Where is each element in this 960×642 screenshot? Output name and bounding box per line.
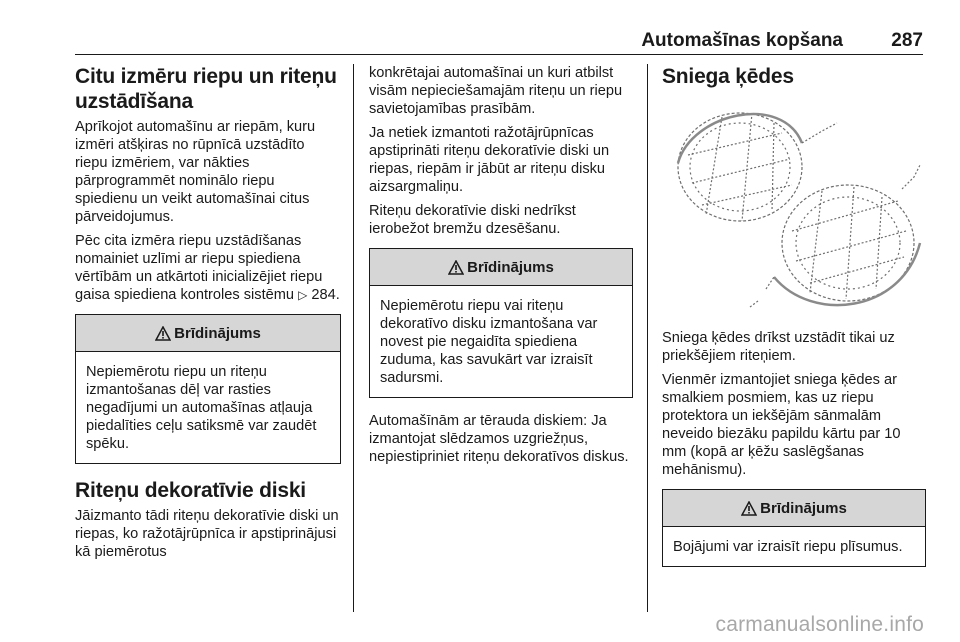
heading-tyre-sizes: Citu izmēru riepu un riteņu uzstādīšana (75, 65, 337, 113)
warning-header (76, 315, 340, 352)
paragraph: Jāizmanto tādi riteņu dekoratīvie diski un riepas, ko ražotājrūpnīca ir apstiprinājusi kā piemērotus (75, 508, 339, 560)
column-divider (353, 64, 354, 612)
column-left (75, 64, 341, 567)
warning-text: Bojājumi var izraisīt riepu plīsumus. (673, 539, 903, 555)
warning-box (369, 248, 633, 398)
warning-text: Nepiemērotu riepu un riteņu izmantošanas dēļ var rasties negadījumi un automašīnas atļauja piedalīties ceļu satiksmē var zaudēt spēku. (86, 364, 317, 452)
paragraph (75, 232, 341, 304)
paragraph-text: Pēc cita izmēra riepu uzstādīšanas nomainiet uzlīmi ar riepu spiediena vērtībām un atkārtoti inicializējiet riepu gaisa spiediena kontroles sistēmu (75, 233, 323, 303)
reference-arrow-icon: ▷ (298, 288, 308, 302)
warning-box (75, 314, 341, 464)
heading-wheel-covers: Riteņu dekoratīvie diski (75, 479, 306, 502)
warning-header (370, 249, 632, 286)
warning-header (663, 490, 925, 527)
warning-triangle-icon (155, 326, 171, 341)
warning-triangle-icon (448, 260, 464, 275)
warning-box (662, 489, 926, 567)
warning-title: Brīdinājums (467, 258, 554, 276)
heading-snow-chains: Sniega ķēdes (662, 65, 794, 88)
paragraph: Riteņu dekoratīvie diski nedrīkst ierobežot bremžu dzesēšanu. (369, 203, 576, 237)
page-number: 287 (891, 30, 923, 51)
paragraph: konkrētajai automašīnai un kuri atbilst visām nepieciešamajām riteņu un riepu savietojamības prasībām. (369, 65, 623, 117)
paragraph: Sniega ķēdes drīkst uzstādīt tikai uz priekšējiem riteņiem. (662, 330, 895, 364)
page-reference[interactable]: 284. (311, 287, 340, 303)
paragraph: Ja netiek izmantoti ražotājrūpnīcas apstiprināti riteņu dekoratīvie diski un riepas, riepām ir jābūt ar riteņu disku aizsargmaliņu. (369, 125, 610, 195)
column-right (662, 64, 926, 581)
warning-title: Brīdinājums (760, 499, 847, 517)
watermark: carmanualsonline.info (715, 613, 924, 636)
paragraph: Aprīkojot automašīnu ar riepām, kuru izmēri atšķiras no rūpnīcā uzstādīto riepu izmēriem, var nākties pārprogrammēt nominālo riepu spiedienu un veikt automašīnai citus pārveidojumus. (75, 119, 316, 225)
warning-title: Brīdinājums (174, 324, 261, 342)
snow-chains-illustration (662, 93, 926, 319)
warning-triangle-icon (741, 501, 757, 516)
section-title: Automašīnas kopšana (641, 30, 843, 51)
page-header (75, 28, 923, 55)
warning-text: Nepiemērotu riepu vai riteņu dekoratīvo disku izmantošana var novest pie negaidīta spiediena zuduma, kas savukārt var izraisīt sadursmi. (380, 298, 598, 386)
paragraph: Vienmēr izmantojiet sniega ķēdes ar smalkiem posmiem, kas uz riepu protektora un iekšējām sānmalām neveido biezāku papildu kārtu par 10 mm (kopā ar ķēžu saslēgšanas mehānismu). (662, 372, 901, 478)
column-middle (369, 64, 633, 472)
column-divider (647, 64, 648, 612)
paragraph: Automašīnām ar tērauda diskiem: Ja izmantojat slēdzamos uzgriežņus, nepiestipriniet riteņu dekoratīvos diskus. (369, 413, 629, 465)
